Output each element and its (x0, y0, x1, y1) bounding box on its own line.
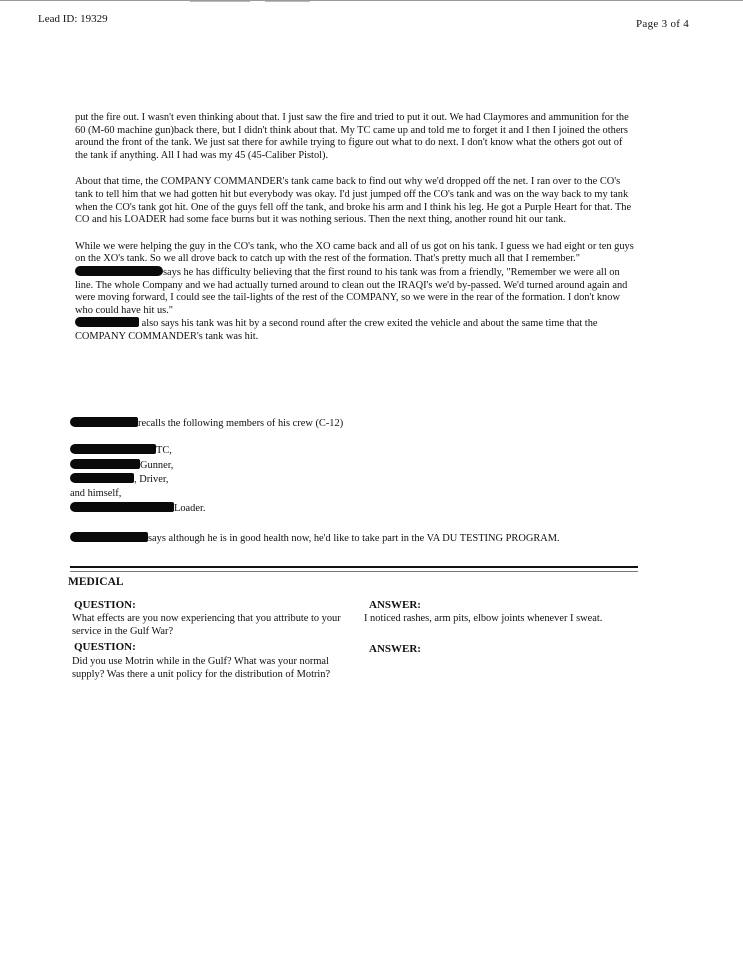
lead-id: Lead ID: 19329 (38, 13, 108, 25)
answer-label: ANSWER: (369, 599, 421, 611)
crew-member (70, 502, 205, 517)
interview-body (75, 112, 637, 358)
answer-label: ANSWER: (369, 643, 421, 655)
redaction-mark (70, 417, 138, 427)
crew-role: Gunner, (140, 459, 174, 471)
crew-list (70, 444, 205, 517)
scan-mark (190, 1, 250, 2)
scan-top-edge (0, 0, 743, 1)
crew-member (70, 473, 205, 488)
redaction-mark (70, 532, 148, 542)
redaction-mark (75, 317, 139, 327)
section-title-medical: MEDICAL (68, 576, 124, 588)
redaction-mark (70, 473, 134, 483)
redaction-mark (70, 502, 174, 512)
section-divider (70, 566, 638, 568)
paragraph-text: While we were helping the guy in the CO's tank, who the XO came back and all of us got on his tank. I guess we had eight or ten guys on the XO's tank. So we all drove back to catch up with the rest of the formation. That's pretty much all that I remember." (75, 240, 634, 265)
question-label: QUESTION: (74, 599, 136, 611)
answer-text: I noticed rashes, arm pits, elbow joints whenever I sweat. (364, 613, 603, 624)
paragraph-text: also says his tank was hit by a second round after the crew exited the vehicle and about the same time that the COMPANY COMMANDER's tank was hit. (75, 318, 598, 342)
crew-role: TC, (156, 445, 172, 456)
paragraph: About that time, the COMPANY COMMANDER's tank came back to find out why we'd dropped off the net. I ran over to the CO's tank to tell him that we had gotten hit but everybody was okay. I'd just jumped off the CO's tank and was on the way back to my tank when the CO's tank got hit. One of the guys fell off the tank, and broke his arm and I think his leg. He got a Purple Heart for that. The CO and his LOADER had some face burns but it was nothing serious. Then the next thing, another round hit our tank. (75, 176, 632, 226)
recall-text: recalls the following members of his crew (C-12) (138, 418, 344, 429)
crew-member (70, 444, 205, 459)
crew-recall-line (70, 417, 343, 431)
closing-line (70, 532, 560, 546)
paragraph (75, 241, 637, 344)
page-number: Page 3 of 4 (636, 18, 690, 30)
scan-mark (265, 1, 310, 2)
closing-text: says although he is in good health now, he'd like to take part in the VA DU TESTING PROGRAM. (148, 533, 560, 544)
paragraph-text: says he has difficulty believing that the first round to his tank was from a friendly, "Remember we were all on line. The whole Company and we had actually turned around to clean out the IRAQI's we'd by-passed. We'd turned around again and were moving forward, I could see the tail-lights of the rest of the COMPANY, so we were in the rear of the formation. I don't know who could have hit us." (75, 266, 628, 316)
crew-member (70, 459, 205, 474)
paragraph: put the fire out. I wasn't even thinking about that. I just saw the fire and tried to put it out. We had Claymores and ammunition for the 60 (M-60 machine gun)back there, but I didn't think about that. My TC came up and told me to forget it and I then I joined the others around the front of the tank. We just sat there for awhile trying to figure out what to do next. I don't know what the others got out of the tank if anything. All I had was my 45 (45-Caliber Pistol). (75, 112, 629, 161)
redaction-mark (70, 459, 140, 469)
question-text: What effects are you now experiencing that you attribute to your service in the Gulf War? (72, 613, 341, 637)
crew-role: , Driver, (134, 474, 169, 485)
crew-member (70, 488, 205, 503)
question-label: QUESTION: (74, 641, 136, 653)
crew-role: and himself, (70, 487, 122, 499)
question-text: Did you use Motrin while in the Gulf? What was your normal supply? Was there a unit policy for the distribution of Motrin? (72, 656, 331, 680)
redaction-mark (70, 444, 156, 454)
section-divider (70, 571, 638, 572)
crew-role: Loader. (174, 503, 206, 514)
redaction-mark (75, 266, 163, 276)
